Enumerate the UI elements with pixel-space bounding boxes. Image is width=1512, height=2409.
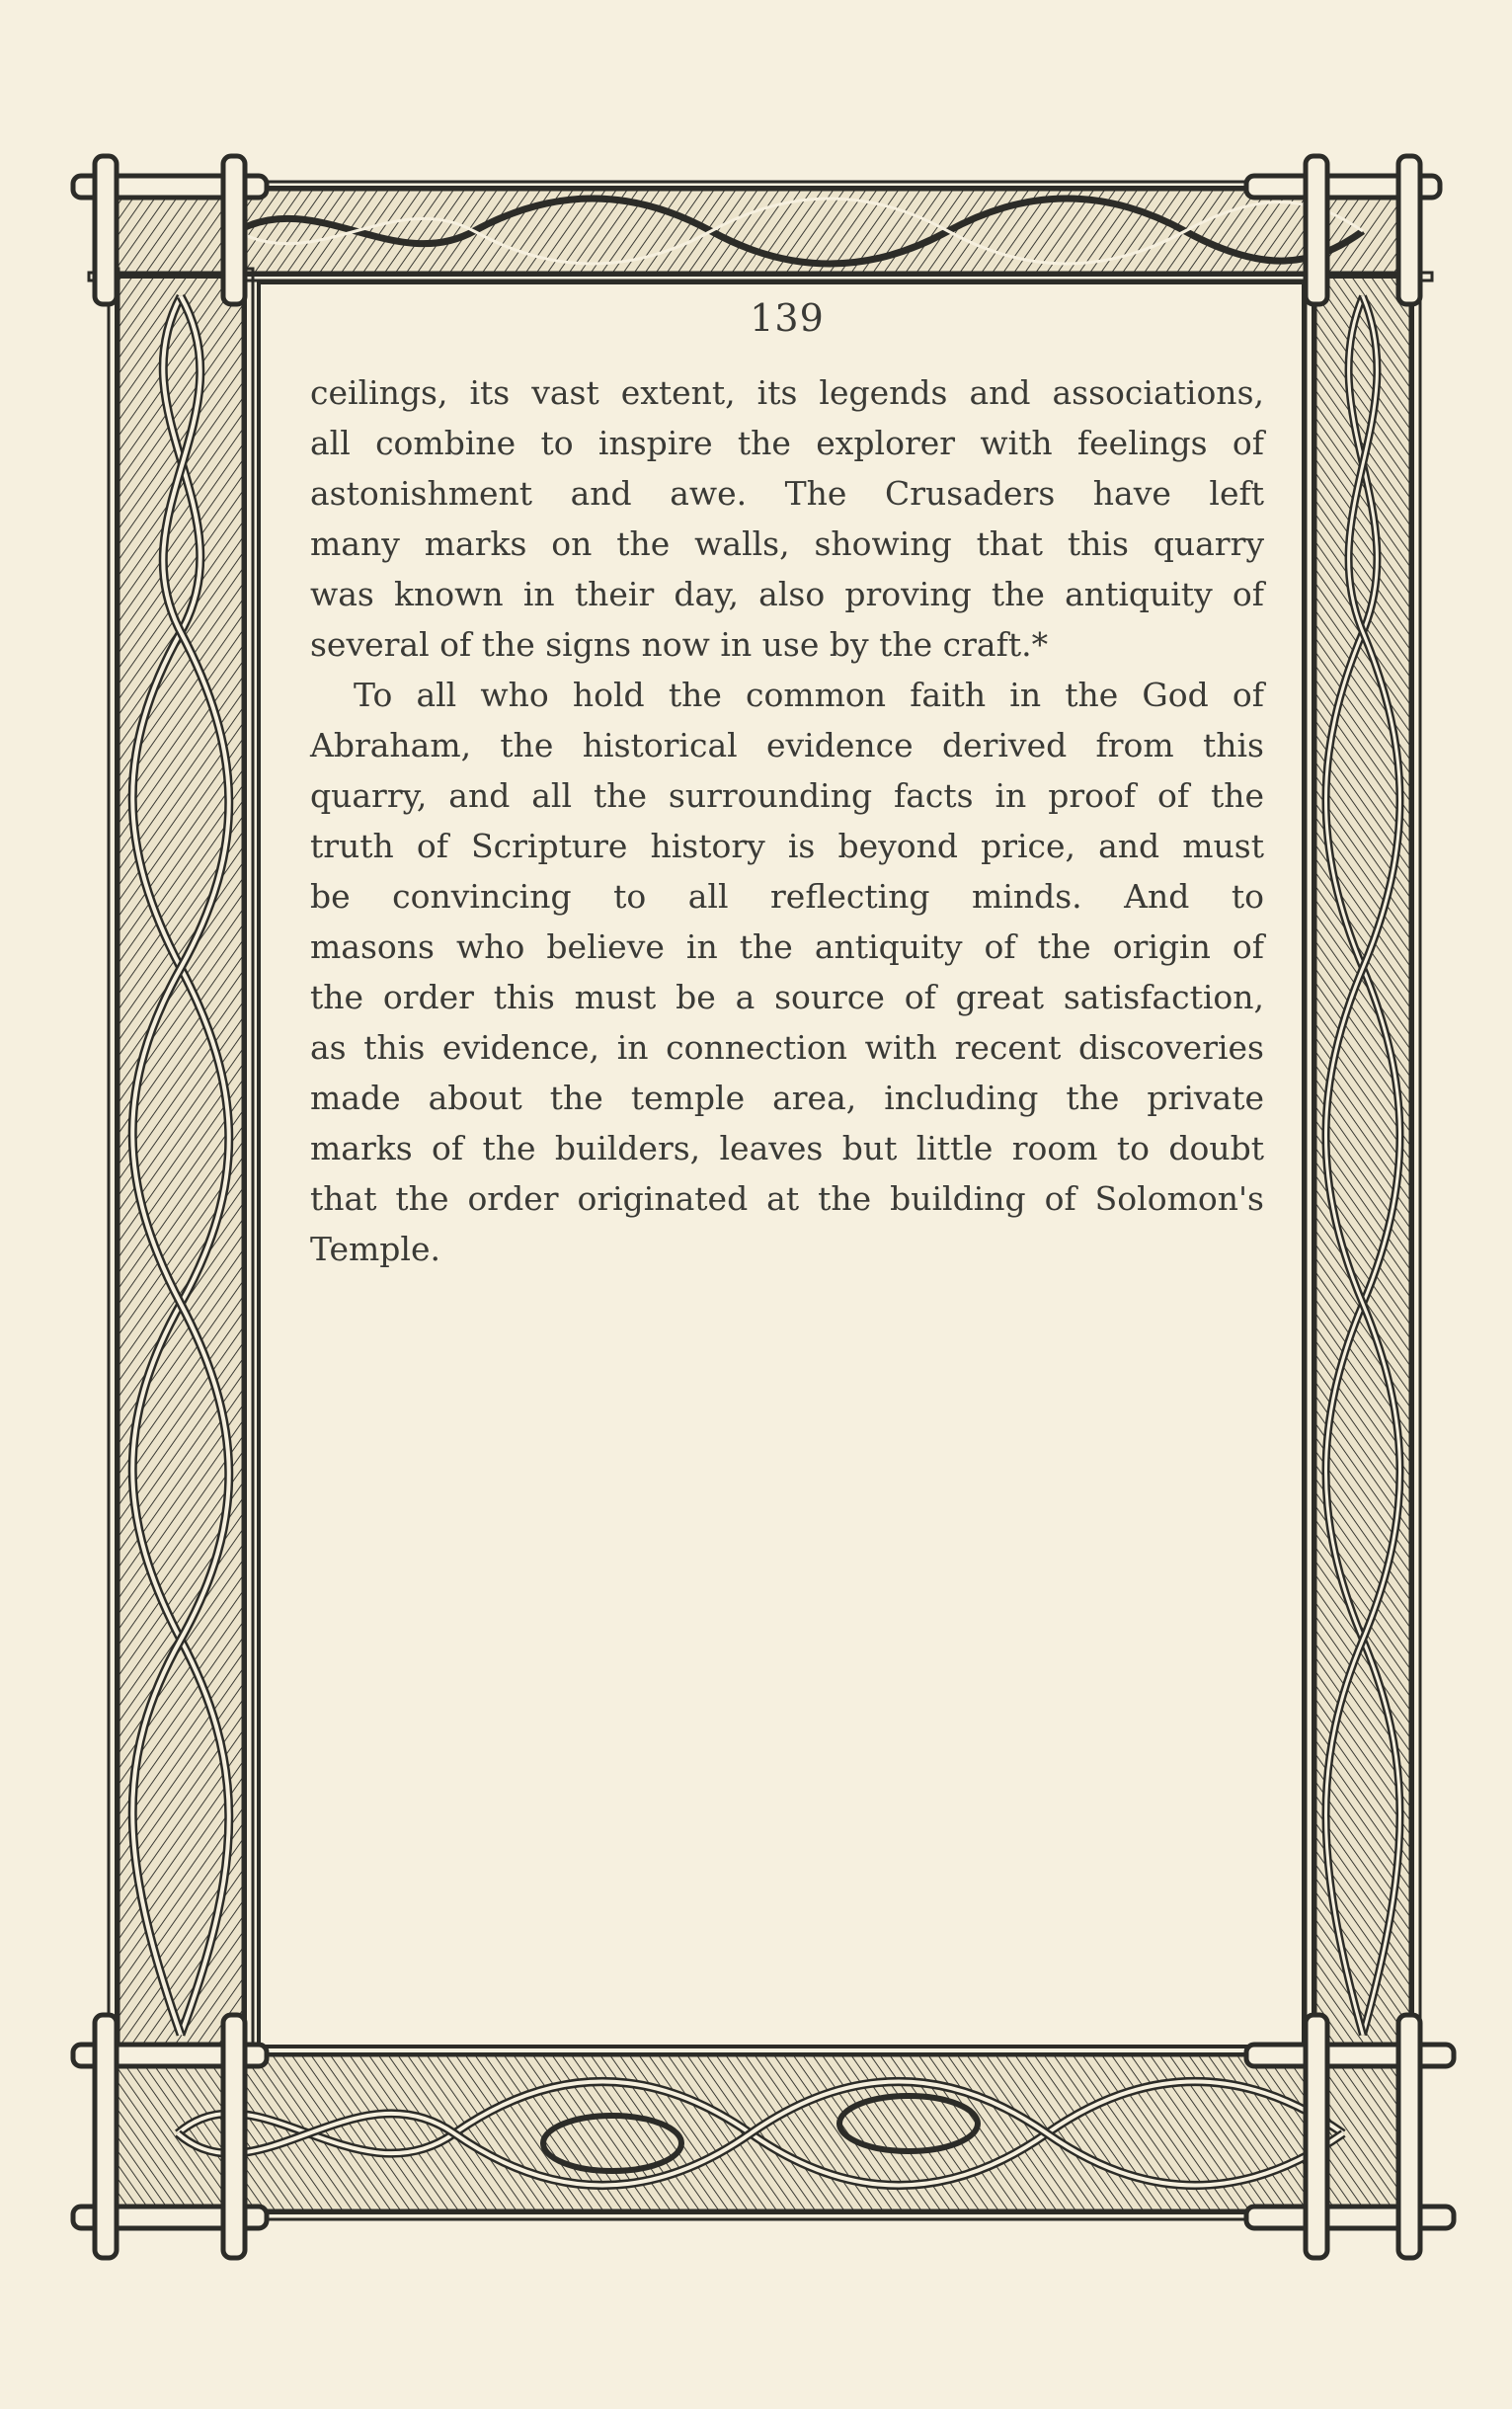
bottom-border-band: [81, 2047, 1440, 2219]
text-line: that the order originated at the building of Solomon's: [310, 1179, 1264, 1218]
text-line: quarry, and all the surrounding facts in proof of the: [310, 776, 1264, 815]
text-line: several of the signs now in use by the craft.*: [310, 625, 1049, 664]
text-line: made about the temple area, including the private: [310, 1079, 1264, 1117]
text-line: masons who believe in the antiquity of the origin of: [310, 927, 1264, 966]
text-area: [310, 296, 1264, 1274]
text-line: was known in their day, also proving the antiquity of: [310, 575, 1264, 613]
top-border-band: [89, 182, 1432, 281]
text-line: the order this must be a source of great satisfaction,: [310, 978, 1264, 1016]
text-line: many marks on the walls, showing that this quarry: [310, 524, 1264, 563]
paragraph-1: [310, 367, 1264, 670]
text-line: Temple.: [310, 1230, 440, 1268]
text-line: truth of Scripture history is beyond price, and must: [310, 827, 1264, 865]
text-line: be convincing to all reflecting minds. And to: [310, 877, 1264, 916]
page-number: 139: [750, 296, 825, 340]
paragraph-2: [310, 670, 1264, 1274]
text-line: as this evidence, in connection with recent discoveries: [310, 1028, 1264, 1067]
text-line: marks of the builders, leaves but little room to doubt: [310, 1129, 1264, 1167]
text-line: all combine to inspire the explorer with feelings of: [310, 424, 1264, 462]
text-line: ceilings, its vast extent, its legends and associations,: [310, 373, 1264, 412]
text-line: astonishment and awe. The Crusaders have left: [310, 474, 1264, 513]
left-border-column: [109, 269, 253, 2062]
text-line: Abraham, the historical evidence derived from this: [310, 726, 1264, 764]
text-line: To all who hold the common faith in the God of: [354, 676, 1264, 714]
right-border-column: [1306, 269, 1420, 2062]
